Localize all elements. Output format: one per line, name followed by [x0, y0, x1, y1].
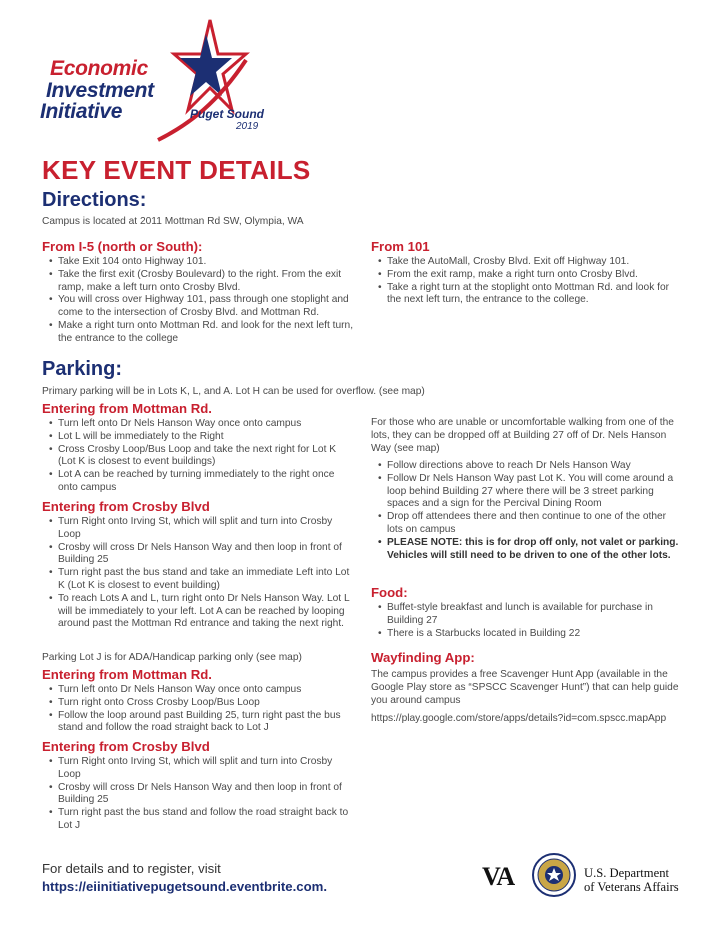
list-item: • Lot A can be reached by turning immediately to the right once onto campus	[46, 469, 356, 495]
va-logo-mark: VA	[482, 862, 515, 891]
va-name-line1: U.S. Department	[584, 866, 669, 880]
dropoff-list	[375, 460, 680, 562]
list-item: • There is a Starbucks located in Building 22	[375, 628, 680, 641]
crosby-list-primary	[46, 516, 356, 631]
food-list	[375, 602, 680, 640]
logo-word-initiative: Initiative	[40, 100, 123, 123]
dropoff-intro: For those who are unable or uncomfortable walking from one of the lots, they can be dropped off at Building 27 off of Dr. Nels Hanson Way (see map)	[371, 417, 674, 454]
from-101-heading: From 101	[371, 239, 430, 254]
ada-parking-text: Parking Lot J is for ADA/Handicap parking only (see map)	[42, 652, 302, 663]
list-item: • Buffet-style breakfast and lunch is available for purchase in Building 27	[375, 602, 680, 628]
wayfinding-text: The campus provides a free Scavenger Hunt App (available in the Google Play store as “SPSCC Scavenger Hunt”) that can help guide you around campus	[371, 669, 679, 706]
mottman-heading-ada: Entering from Mottman Rd.	[42, 667, 212, 682]
list-item: • Turn left onto Dr Nels Hanson Way once onto campus	[46, 684, 356, 697]
list-item: • Follow directions above to reach Dr Nels Hanson Way	[375, 460, 680, 473]
event-logo	[40, 18, 280, 143]
list-item: • Turn right past the bus stand and follow the road straight back to Lot J	[46, 807, 356, 833]
list-item: • Take a right turn at the stoplight onto Mottman Rd. and look for the next left turn, the entrance to the college.	[375, 282, 675, 308]
food-heading: Food:	[371, 585, 408, 600]
page-title: KEY EVENT DETAILS	[42, 155, 311, 185]
footer-text: For details and to register, visit	[42, 861, 221, 876]
list-item: • From the exit ramp, make a right turn onto Crosby Blvd.	[375, 269, 675, 282]
list-item: • Follow Dr Nels Hanson Way past Lot K. You will come around a loop behind Building 27 where there will be 3 street parking spaces and a sign for the Percival Dining Room	[375, 473, 680, 511]
va-name-line2: of Veterans Affairs	[584, 880, 679, 894]
parking-heading: Parking:	[42, 358, 123, 380]
logo-year: 2019	[236, 121, 259, 132]
list-item: • Cross Crosby Loop/Bus Loop and take the next right for Lot K (Lot K is closest to event buildings)	[46, 444, 356, 470]
primary-parking-text: Primary parking will be in Lots K, L, and A. Lot H can be used for overflow. (see map)	[42, 386, 425, 397]
crosby-heading-primary: Entering from Crosby Blvd	[42, 499, 210, 514]
mottman-list-ada	[46, 684, 356, 735]
list-item: • Turn Right onto Irving St, which will split and turn into Crosby Loop	[46, 516, 356, 542]
list-item: • Follow the loop around past Building 25, turn right past the bus stand and follow the road straight back to Lot J	[46, 710, 356, 736]
logo-word-economic: Economic	[50, 57, 148, 80]
va-department-name	[584, 866, 679, 894]
list-item: • To reach Lots A and L, turn right onto Dr Nels Hanson Way. Lot L will be immediately to your left. Lot A can be reached by looping around past the Mottman Rd entrance and taking the next right.	[46, 593, 356, 631]
register-link[interactable]: https://eiinitiativepugetsound.eventbrite.com.	[42, 879, 328, 894]
list-item: • Take the first exit (Crosby Boulevard) to the right. From the exit ramp, make a left turn onto Crosby Blvd.	[46, 269, 361, 295]
list-item: • Crosby will cross Dr Nels Hanson Way and then loop in front of Building 25	[46, 542, 356, 568]
from-101-list	[375, 256, 675, 307]
list-item: • Take Exit 104 onto Highway 101.	[46, 256, 361, 269]
list-item: • Lot L will be immediately to the Right	[46, 431, 356, 444]
directions-heading: Directions:	[42, 189, 147, 211]
list-item: • Turn left onto Dr Nels Hanson Way once onto campus	[46, 418, 356, 431]
mottman-list-primary	[46, 418, 356, 495]
logo-word-investment: Investment	[46, 79, 154, 102]
list-item: • Turn Right onto Irving St, which will split and turn into Crosby Loop	[46, 756, 356, 782]
mottman-heading-primary: Entering from Mottman Rd.	[42, 401, 212, 416]
wayfinding-heading: Wayfinding App:	[371, 650, 475, 665]
list-item: • You will cross over Highway 101, pass through one stoplight and come to the intersection of Crosby Blvd. and Mottman Rd.	[46, 294, 361, 320]
campus-address: Campus is located at 2011 Mottman Rd SW, Olympia, WA	[42, 216, 304, 227]
dropoff-note: • PLEASE NOTE: this is for drop off only, not valet or parking. Vehicles will still need to be driven to one of the other lots.	[375, 537, 680, 563]
wayfinding-url: https://play.google.com/store/apps/details?id=com.spscc.mapApp	[371, 713, 667, 724]
list-item: • Crosby will cross Dr Nels Hanson Way and then loop in front of Building 25	[46, 782, 356, 808]
list-item: • Drop off attendees there and then continue to one of the other lots on campus	[375, 511, 680, 537]
list-item: • Make a right turn onto Mottman Rd. and look for the next left turn, the entrance to the college	[46, 320, 361, 346]
va-seal-icon	[532, 853, 576, 897]
list-item: • Turn right past the bus stand and take an immediate Left into Lot K (Lot K is closest to event building)	[46, 567, 356, 593]
from-i5-list	[46, 256, 361, 346]
list-item: • Turn right onto Cross Crosby Loop/Bus Loop	[46, 697, 356, 710]
crosby-list-ada	[46, 756, 356, 833]
crosby-heading-ada: Entering from Crosby Blvd	[42, 739, 210, 754]
from-i5-heading: From I-5 (north or South):	[42, 239, 203, 254]
list-item: • Take the AutoMall, Crosby Blvd. Exit off Highway 101.	[375, 256, 675, 269]
logo-subtitle: Puget Sound	[190, 107, 264, 121]
